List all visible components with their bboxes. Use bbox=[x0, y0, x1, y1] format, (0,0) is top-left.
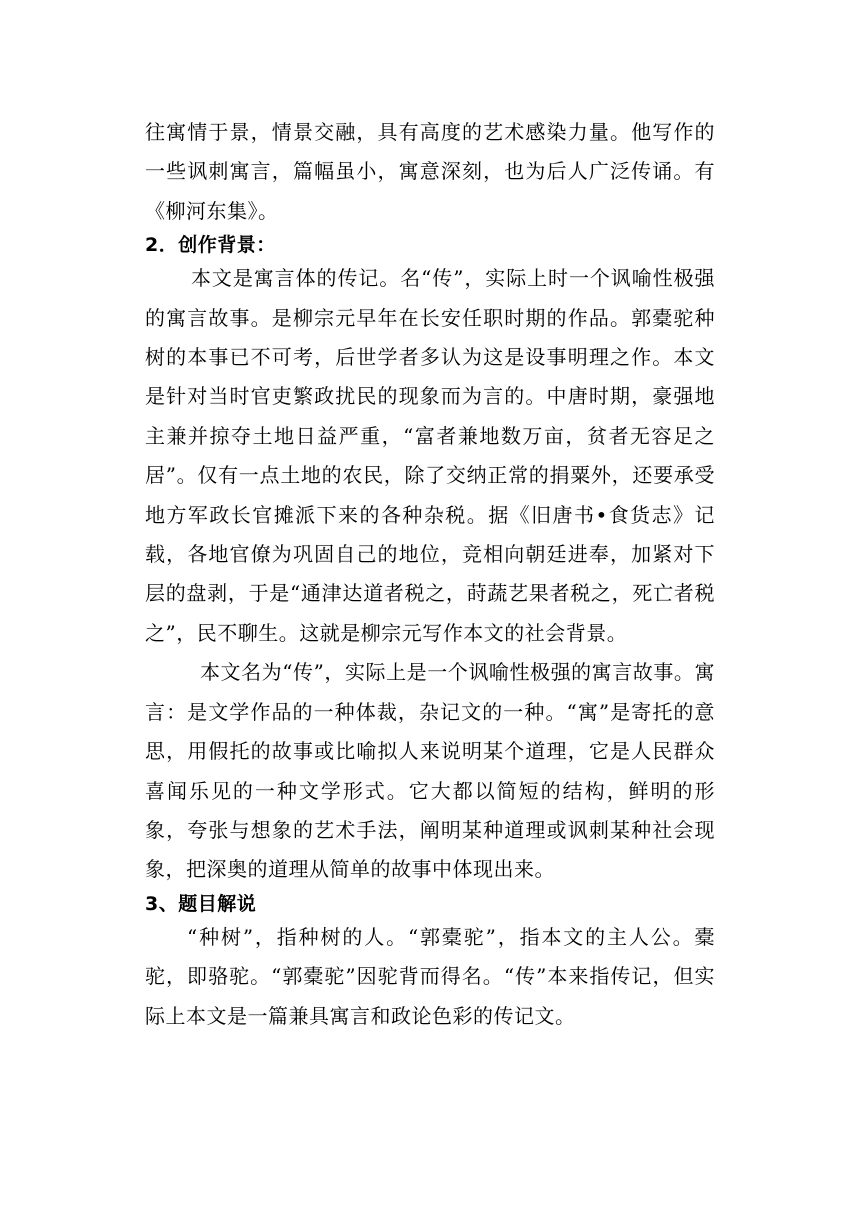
section-2-paragraph-1: 本文是寓言体的传记。名“传”，实际上时一个讽喻性极强的寓言故事。是柳宗元早年在长安任职时期的作品。郭橐驼种树的本事已不可考，后世学者多认为这是设事明理之作。本文是针对当时官吏繁政扰民的现象而为言的。中唐时期，豪强地主兼并掠夺土地日益严重，“富者兼地数万亩，贫者无容足之居”。仅有一点土地的农民，除了交纳正常的捐粟外，还要承受地方军政长官摊派下来的各种杂税。据《旧唐书•食货志》记载，各地官僚为巩固自己的地位，竞相向朝廷进奉，加紧对下层的盘剥，于是“通津达道者税之，莳蔬艺果者税之，死亡者税之”，民不聊生。这就是柳宗元写作本文的社会背景。 bbox=[145, 266, 715, 645]
section-3-heading: 3、题目解说 bbox=[145, 892, 257, 915]
document-body bbox=[145, 113, 715, 1036]
section-2-heading: 2．创作背景： bbox=[145, 234, 276, 257]
section-3-paragraph-1: “种树”，指种树的人。“郭橐驼”，指本文的主人公。橐驼，即骆驼。“郭橐驼”因驼背而得名。“传”本来指传记，但实际上本文是一篇兼具寓言和政论色彩的传记文。 bbox=[145, 924, 715, 1028]
intro-paragraph: 往寓情于景，情景交融，具有高度的艺术感染力量。他写作的一些讽刺寓言，篇幅虽小，寓意深刻，也为后人广泛传诵。有《柳河东集》。 bbox=[145, 120, 715, 223]
section-2-paragraph-2: 本文名为“传”，实际上是一个讽喻性极强的寓言故事。寓言：是文学作品的一种体裁，杂记文的一种。“寓”是寄托的意思，用假托的故事或比喻拟人来说明某个道理，它是人民群众喜闻乐见的一种文学形式。它大都以简短的结构，鲜明的形象，夸张与想象的艺术手法，阐明某种道理或讽刺某种社会现象，把深奥的道理从简单的故事中体现出来。 bbox=[145, 660, 715, 882]
